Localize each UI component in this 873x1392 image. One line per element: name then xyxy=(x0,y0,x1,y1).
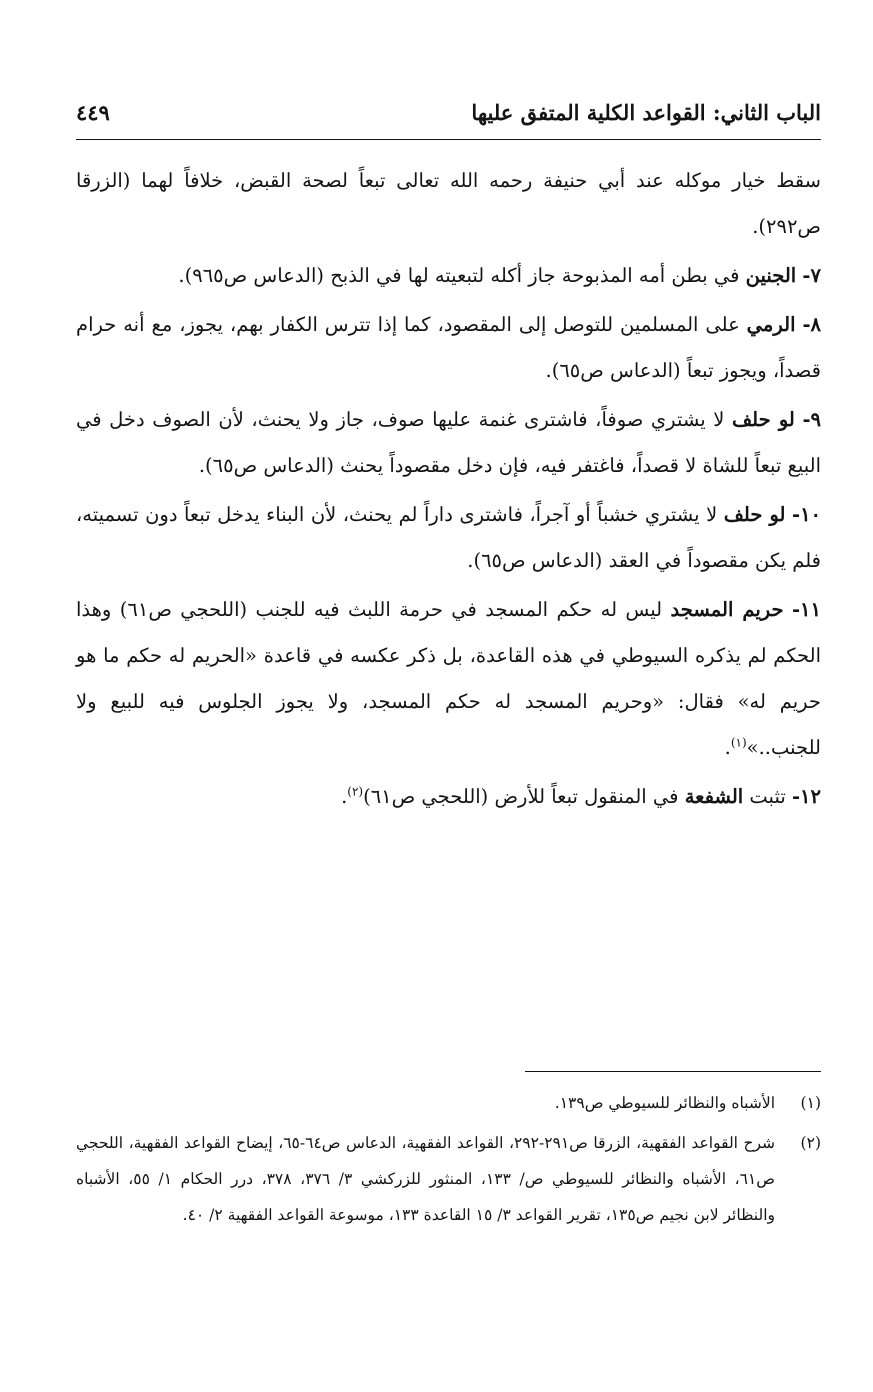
running-header xyxy=(76,100,821,134)
list-item-11 xyxy=(76,587,821,771)
list-item-10 xyxy=(76,492,821,584)
footnote-mark: (١) xyxy=(800,1094,821,1112)
footnote-reference[interactable]: (٢) xyxy=(347,784,364,799)
item-tail: . xyxy=(341,785,348,808)
footnote-text: شرح القواعد الفقهية، الزرقا ص٢٩١-٢٩٢، القواعد الفقهية، الدعاس ص٦٤-٦٥، إيضاح القواعد الفقهية، اللحجي ص٦١، الأشباه والنظائر للسيوطي ص/ ١٣٣، المنثور للزركشي ٣/ ٣٧٦، ٣٧٨، درر الحكام ١/ ٥٥، الأشباه والنظائر لابن نجيم ص١٣٥، تقرير القواعد ٣/ ١٥ القاعدة ١٣٣، موسوعة القواعد الفقهية ٢/ ٤٠. xyxy=(76,1134,775,1224)
item-keyword: لو حلف xyxy=(723,503,786,526)
item-keyword: الشفعة xyxy=(684,785,744,808)
footnote-mark: (٢) xyxy=(800,1134,821,1152)
list-item-8 xyxy=(76,302,821,394)
item-text: في بطن أمه المذبوحة جاز أكله لتبعيته لها في الذبح (الدعاس ص٩٦٥). xyxy=(178,264,740,287)
item-keyword: حريم المسجد xyxy=(670,598,784,621)
footnotes xyxy=(76,1085,821,1237)
item-text: ليس له حكم المسجد في حرمة اللبث فيه للجنب (اللحجي ص٦١) وهذا الحكم لم يذكره السيوطي في هذه القاعدة، بل ذكر عكسه في قاعدة «الحريم له حكم ما هو حريم له» فقال: «وحريم المسجد له حكم المسجد، ولا يجوز الجلوس فيه للبيع ولا للجنب..» xyxy=(76,598,821,759)
item-tail: . xyxy=(724,736,731,759)
item-number: ١٢- xyxy=(791,785,821,808)
list-item-7 xyxy=(76,253,821,299)
item-text: على المسلمين للتوصل إلى المقصود، كما إذا تترس الكفار بهم، يجوز، مع أنه حرام قصداً، ويجوز تبعاً (الدعاس ص٦٥). xyxy=(76,313,821,382)
item-number: ١١- xyxy=(791,598,821,621)
footnote-1 xyxy=(76,1085,821,1121)
footnote-2 xyxy=(76,1125,821,1233)
item-keyword: الجنين xyxy=(745,264,797,287)
item-text-continued: في المنقول تبعاً للأرض (اللحجي ص٦١) xyxy=(363,785,679,808)
item-keyword: الرمي xyxy=(746,313,796,336)
paragraph-text: سقط خيار موكله عند أبي حنيفة رحمه الله تعالى تبعاً لصحة القبض، خلافاً لهما (الزرقا ص٢٩٢). xyxy=(76,169,821,238)
item-text: لا يشتري خشباً أو آجراً، فاشترى داراً لم يحنث، لأن البناء يدخل تبعاً دون تسميته، فلم يكن مقصوداً في العقد (الدعاس ص٦٥). xyxy=(76,503,821,572)
item-number: ٩- xyxy=(802,408,822,431)
list-item-12 xyxy=(76,774,821,820)
footnote-reference[interactable]: (١) xyxy=(730,735,747,750)
item-keyword: لو حلف xyxy=(731,408,795,431)
footnote-divider xyxy=(525,1071,821,1072)
item-number: ٧- xyxy=(802,264,821,287)
page-number: ٤٤٩ xyxy=(76,100,110,125)
item-text: تثبت xyxy=(749,785,786,808)
chapter-title: الباب الثاني: القواعد الكلية المتفق عليها xyxy=(471,100,821,125)
item-number: ٨- xyxy=(802,313,822,336)
list-item-9 xyxy=(76,397,821,489)
item-number: ١٠- xyxy=(791,503,822,526)
item-text: لا يشتري صوفاً، فاشترى غنمة عليها صوف، جاز ولا يحنث، لأن الصوف دخل في البيع تبعاً للشاة لا قصداً، فاغتفر فيه، فإن دخل مقصوداً يحنث (الدعاس ص٦٥). xyxy=(76,408,821,477)
paragraph-continuation xyxy=(76,158,821,250)
main-text xyxy=(76,158,821,823)
footnote-text: الأشباه والنظائر للسيوطي ص١٣٩. xyxy=(554,1094,775,1112)
header-divider xyxy=(76,139,821,140)
